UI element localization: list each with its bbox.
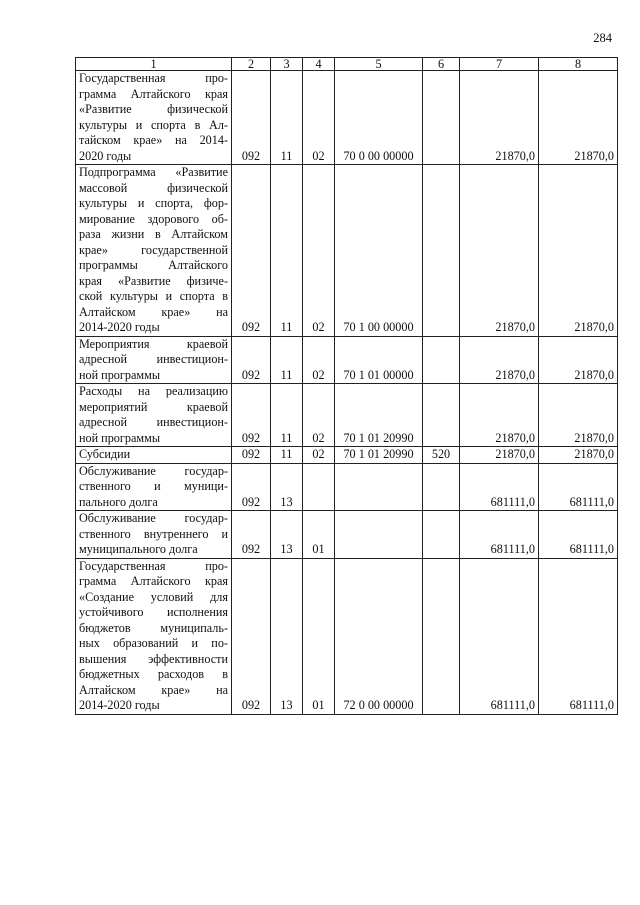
amount-cell: 21870,0 bbox=[539, 165, 618, 337]
row-name-line: раза жизни в Алтайском bbox=[79, 227, 228, 241]
target-article-cell bbox=[335, 463, 423, 511]
target-article-cell: 70 1 01 00000 bbox=[335, 336, 423, 384]
section-code-cell: 13 bbox=[271, 511, 303, 559]
department-code-cell: 092 bbox=[232, 165, 271, 337]
row-name-line: «Развитие физической bbox=[79, 102, 228, 116]
row-name-cell bbox=[76, 447, 232, 464]
department-code-cell: 092 bbox=[232, 71, 271, 165]
row-name-line: программы Алтайского bbox=[79, 258, 228, 272]
amount-cell: 681111,0 bbox=[539, 511, 618, 559]
row-name-line: Алтайском крае» на bbox=[79, 682, 228, 697]
subsection-code-cell: 01 bbox=[303, 558, 335, 714]
row-name-line: 2020 годы bbox=[79, 148, 132, 163]
row-name-cell bbox=[76, 463, 232, 511]
row-name-line: адресной инвестицион- bbox=[79, 352, 228, 366]
section-code-cell: 11 bbox=[271, 384, 303, 447]
amount-cell: 21870,0 bbox=[539, 384, 618, 447]
amount-cell: 21870,0 bbox=[460, 447, 539, 464]
expense-type-cell bbox=[423, 71, 460, 165]
row-name-cell bbox=[76, 511, 232, 559]
table-row bbox=[76, 384, 618, 447]
target-article-cell bbox=[335, 511, 423, 559]
expense-type-cell bbox=[423, 463, 460, 511]
department-code-cell: 092 bbox=[232, 447, 271, 464]
amount-cell: 681111,0 bbox=[539, 558, 618, 714]
row-name-line: Государственная про- bbox=[79, 558, 228, 573]
row-name-line: «Создание условий для bbox=[79, 589, 228, 604]
table-row bbox=[76, 463, 618, 511]
row-name-line: устойчивого исполнения bbox=[79, 605, 228, 619]
row-name-line: Обслуживание государ- bbox=[79, 463, 228, 478]
expense-type-cell: 520 bbox=[423, 447, 460, 464]
target-article-cell: 70 1 01 20990 bbox=[335, 384, 423, 447]
header-row bbox=[76, 58, 618, 71]
table-body bbox=[76, 71, 618, 715]
amount-cell: 21870,0 bbox=[460, 336, 539, 384]
column-header: 1 bbox=[76, 58, 232, 71]
row-name-line: ных образований и по- bbox=[79, 636, 228, 650]
row-name-cell bbox=[76, 165, 232, 337]
row-name-line: Расходы на реализацию bbox=[79, 384, 228, 398]
row-name-line: Подпрограмма «Развитие bbox=[79, 165, 228, 179]
row-name-line: Обслуживание государ- bbox=[79, 511, 228, 525]
subsection-code-cell: 02 bbox=[303, 447, 335, 464]
subsection-code-cell bbox=[303, 463, 335, 511]
department-code-cell: 092 bbox=[232, 558, 271, 714]
subsection-code-cell: 02 bbox=[303, 71, 335, 165]
row-name-line: 2014-2020 годы bbox=[79, 320, 160, 334]
subsection-code-cell: 01 bbox=[303, 511, 335, 559]
column-header: 8 bbox=[539, 58, 618, 71]
expense-type-cell bbox=[423, 511, 460, 559]
row-name-line: мероприятий краевой bbox=[79, 399, 228, 414]
amount-cell: 21870,0 bbox=[460, 71, 539, 165]
row-name-line: грамма Алтайского края bbox=[79, 574, 228, 588]
row-name-line: мирование здорового об- bbox=[79, 211, 228, 226]
row-name-line: Алтайском крае» на bbox=[79, 304, 228, 319]
row-name-line: ственного внутреннего и bbox=[79, 526, 228, 541]
amount-cell: 681111,0 bbox=[460, 511, 539, 559]
row-name-line: вышения эффективности bbox=[79, 651, 228, 666]
row-name-line: ской культуры и спорта в bbox=[79, 289, 228, 303]
department-code-cell: 092 bbox=[232, 463, 271, 511]
target-article-cell: 72 0 00 00000 bbox=[335, 558, 423, 714]
row-name-cell bbox=[76, 336, 232, 384]
column-header: 7 bbox=[460, 58, 539, 71]
expense-type-cell bbox=[423, 384, 460, 447]
row-name-line: пального долга bbox=[79, 494, 158, 509]
table-row bbox=[76, 71, 618, 165]
row-name-line: культуры и спорта, фор- bbox=[79, 196, 228, 210]
section-code-cell: 11 bbox=[271, 165, 303, 337]
amount-cell: 681111,0 bbox=[539, 463, 618, 511]
table-row bbox=[76, 511, 618, 559]
expense-type-cell bbox=[423, 165, 460, 337]
page-number: 284 bbox=[593, 31, 612, 45]
column-header: 3 bbox=[271, 58, 303, 71]
row-name-line: культуры и спорта в Ал- bbox=[79, 117, 228, 132]
subsection-code-cell: 02 bbox=[303, 165, 335, 337]
section-code-cell: 11 bbox=[271, 447, 303, 464]
amount-cell: 681111,0 bbox=[460, 558, 539, 714]
section-code-cell: 13 bbox=[271, 463, 303, 511]
row-name-line: крае» государственной bbox=[79, 242, 228, 257]
amount-cell: 21870,0 bbox=[539, 71, 618, 165]
row-name-line: адресной инвестицион- bbox=[79, 415, 228, 429]
row-name-line: ной программы bbox=[79, 367, 161, 382]
expense-type-cell bbox=[423, 558, 460, 714]
row-name-line: бюджетных расходов в bbox=[79, 667, 228, 681]
table-row bbox=[76, 165, 618, 337]
row-name-line: Мероприятия краевой bbox=[79, 336, 228, 351]
row-name-line: ственного и муници- bbox=[79, 479, 228, 493]
amount-cell: 21870,0 bbox=[460, 165, 539, 337]
subsection-code-cell: 02 bbox=[303, 336, 335, 384]
row-name-cell bbox=[76, 71, 232, 165]
section-code-cell: 13 bbox=[271, 558, 303, 714]
row-name-line: ной программы bbox=[79, 430, 161, 445]
amount-cell: 21870,0 bbox=[539, 336, 618, 384]
row-name-cell bbox=[76, 384, 232, 447]
row-name-line: края «Развитие физиче- bbox=[79, 273, 228, 288]
department-code-cell: 092 bbox=[232, 384, 271, 447]
table-row bbox=[76, 447, 618, 464]
department-code-cell: 092 bbox=[232, 511, 271, 559]
amount-cell: 21870,0 bbox=[539, 447, 618, 464]
row-name-line: тайском крае» на 2014- bbox=[79, 133, 228, 147]
target-article-cell: 70 0 00 00000 bbox=[335, 71, 423, 165]
expense-type-cell bbox=[423, 336, 460, 384]
row-name-line: Субсидии bbox=[79, 447, 131, 461]
row-name-line: массовой физической bbox=[79, 180, 228, 195]
row-name-line: Государственная про- bbox=[79, 71, 228, 85]
section-code-cell: 11 bbox=[271, 336, 303, 384]
table-row bbox=[76, 558, 618, 714]
row-name-line: бюджетов муниципаль- bbox=[79, 620, 228, 635]
row-name-line: грамма Алтайского края bbox=[79, 86, 228, 101]
column-header: 6 bbox=[423, 58, 460, 71]
budget-table bbox=[75, 57, 618, 715]
row-name-line: муниципального долга bbox=[79, 542, 198, 556]
section-code-cell: 11 bbox=[271, 71, 303, 165]
row-name-cell bbox=[76, 558, 232, 714]
column-header: 5 bbox=[335, 58, 423, 71]
subsection-code-cell: 02 bbox=[303, 384, 335, 447]
amount-cell: 21870,0 bbox=[460, 384, 539, 447]
target-article-cell: 70 1 00 00000 bbox=[335, 165, 423, 337]
row-name-line: 2014-2020 годы bbox=[79, 698, 160, 712]
table-row bbox=[76, 336, 618, 384]
column-header: 2 bbox=[232, 58, 271, 71]
column-header: 4 bbox=[303, 58, 335, 71]
department-code-cell: 092 bbox=[232, 336, 271, 384]
amount-cell: 681111,0 bbox=[460, 463, 539, 511]
target-article-cell: 70 1 01 20990 bbox=[335, 447, 423, 464]
